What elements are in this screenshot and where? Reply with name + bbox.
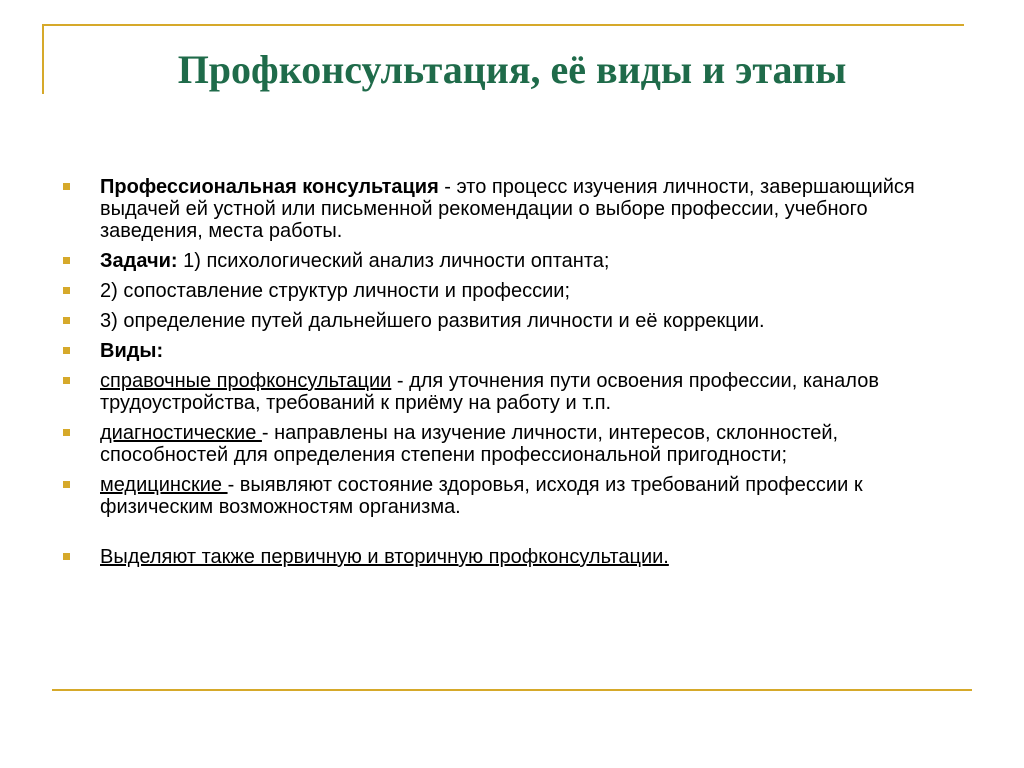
top-frame-line [42, 24, 964, 26]
square-bullet-icon [63, 287, 70, 294]
square-bullet-icon [63, 481, 70, 488]
medical-type-text: - выявляют состояние здоровья, исходя из требований профессии к физическим возможностям организма. [100, 474, 863, 518]
list-item-primary-secondary [60, 546, 950, 568]
bullet-list [60, 176, 950, 576]
list-item-diagnostic [60, 422, 950, 466]
list-item-medical [60, 474, 950, 518]
task-2-text: 2) сопоставление структур личности и профессии; [100, 280, 571, 302]
list-item-tasks [60, 250, 950, 272]
list-item-types [60, 340, 950, 362]
list-item-reference [60, 370, 950, 414]
reference-type-text: - для уточнения пути освоения профессии, каналов трудоустройства, требований к приёму на работу и т.п. [100, 370, 879, 414]
square-bullet-icon [63, 317, 70, 324]
list-item-task-3 [60, 310, 950, 332]
reference-type-label: справочные профконсультации [100, 370, 392, 392]
diagnostic-type-text: - направлены на изучение личности, интересов, склонностей, способностей для определения степени профессиональной пригодности; [100, 422, 839, 466]
list-item-definition [60, 176, 950, 242]
diagnostic-type-label: диагностические [100, 422, 262, 444]
task-1-text: 1) психологический анализ личности оптанта; [177, 250, 610, 272]
square-bullet-icon [63, 553, 70, 560]
list-item-task-2 [60, 280, 950, 302]
square-bullet-icon [63, 183, 70, 190]
definition-term: Профессиональная консультация [100, 176, 439, 198]
square-bullet-icon [63, 257, 70, 264]
square-bullet-icon [63, 347, 70, 354]
types-term: Виды: [100, 340, 164, 362]
tasks-term: Задачи: [100, 250, 178, 272]
square-bullet-icon [63, 429, 70, 436]
definition-text: - это процесс изучения личности, завершающийся выдачей ей устной или письменной рекомендации о выборе профессии, учебного заведения, места работы. [100, 176, 915, 242]
bottom-frame-line [52, 689, 972, 691]
task-3-text: 3) определение путей дальнейшего развития личности и её коррекции. [100, 310, 765, 332]
primary-secondary-text: Выделяют также первичную и вторичную профконсультации. [100, 546, 669, 568]
slide-title: Профконсультация, её виды и этапы [177, 47, 847, 92]
square-bullet-icon [63, 377, 70, 384]
medical-type-label: медицинские [100, 474, 228, 496]
